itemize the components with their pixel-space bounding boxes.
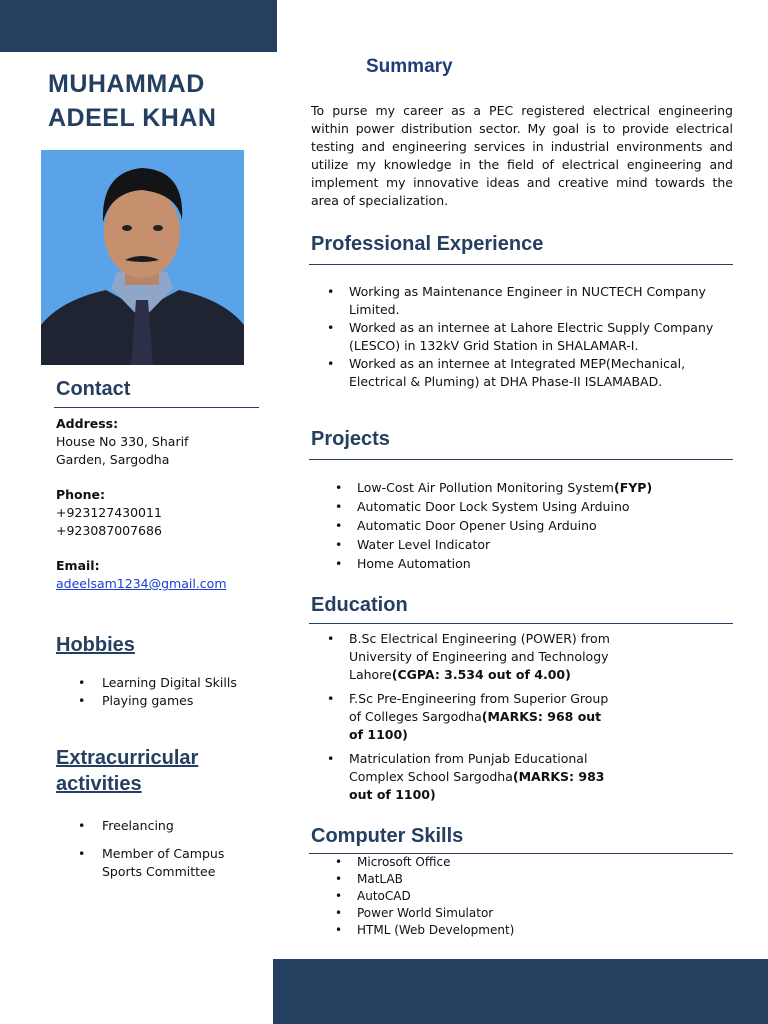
skills-heading: Computer Skills (311, 825, 464, 847)
extracurricular-heading (56, 745, 198, 797)
email-label: Email: (56, 558, 100, 573)
list-item: • Home Automation (335, 554, 730, 573)
header-bar (0, 0, 277, 52)
profile-photo (41, 150, 244, 365)
experience-divider (309, 264, 733, 265)
extracurricular-list (78, 817, 248, 881)
phone-number: +923087007686 (56, 523, 162, 538)
list-item: • Water Level Indicator (335, 535, 730, 554)
list-item: • Working as Maintenance Engineer in NUCTECH Company Limited. (327, 283, 727, 319)
list-item: • HTML (Web Development) (335, 922, 635, 939)
contact-heading: Contact (56, 378, 131, 400)
email-block (56, 557, 227, 593)
projects-divider (309, 459, 733, 460)
summary-text: To purse my career as a PEC registered electrical engineering within power distribution sector. My goal is to provide electrical testing and engineering services in industrial environments and utilize my knowledge in the field of electrical engineering and implement my innovative ideas and creative mind towards the area of specialization. (311, 103, 733, 208)
skills-list (335, 854, 635, 939)
extracurricular-heading-line: Extracurricular (56, 747, 199, 769)
profile-photo-image (41, 150, 244, 365)
phone-number: +923127430011 (56, 505, 162, 520)
education-list (327, 630, 617, 810)
projects-heading: Projects (311, 428, 390, 450)
list-item: • B.Sc Electrical Engineering (POWER) from University of Engineering and Technology Lahore(CGPA: 3.534 out of 4.00) (327, 630, 617, 684)
list-item: • Automatic Door Lock System Using Arduino (335, 497, 730, 516)
experience-heading: Professional Experience (311, 233, 544, 255)
list-item: • Automatic Door Opener Using Arduino (335, 516, 730, 535)
candidate-name: MUHAMMAD ADEEL KHAN (48, 70, 217, 132)
projects-list (335, 478, 730, 573)
summary-heading: Summary (366, 56, 453, 77)
list-item: • Learning Digital Skills (78, 674, 237, 692)
hobbies-list (78, 674, 237, 710)
contact-divider (54, 407, 259, 408)
footer-bar (273, 959, 768, 1024)
list-item: • Member of Campus Sports Committee (78, 845, 248, 881)
list-item: • Worked as an internee at Lahore Electric Supply Company (LESCO) in 132kV Grid Station in SHALAMAR-I. (327, 319, 727, 355)
hobbies-heading: Hobbies (56, 634, 135, 656)
list-item: • Worked as an internee at Integrated MEP(Mechanical, Electrical & Pluming) at DHA Phase-II ISLAMABAD. (327, 355, 727, 391)
address-label: Address: (56, 416, 119, 431)
education-heading: Education (311, 594, 408, 616)
list-item: • Playing games (78, 692, 237, 710)
list-item: • Low-Cost Air Pollution Monitoring System(FYP) (335, 478, 730, 497)
list-item: • Power World Simulator (335, 905, 635, 922)
list-item: • Matriculation from Punjab Educational Complex School Sargodha(MARKS: 983 out of 1100) (327, 750, 617, 804)
list-item: • Freelancing (78, 817, 248, 835)
list-item: • F.Sc Pre-Engineering from Superior Group of Colleges Sargodha(MARKS: 968 out of 1100) (327, 690, 617, 744)
phone-label: Phone: (56, 487, 106, 502)
list-item: • Microsoft Office (335, 854, 635, 871)
extracurricular-heading-line: activities (56, 773, 142, 795)
email-link[interactable]: adeelsam1234@gmail.com (56, 576, 227, 591)
experience-list (327, 283, 727, 391)
address-line: Garden, Sargodha (56, 452, 170, 467)
phone-block (56, 486, 162, 540)
list-item: • AutoCAD (335, 888, 635, 905)
address-line: House No 330, Sharif (56, 434, 189, 449)
education-divider (309, 623, 733, 624)
address-block (56, 415, 188, 469)
list-item: • MatLAB (335, 871, 635, 888)
